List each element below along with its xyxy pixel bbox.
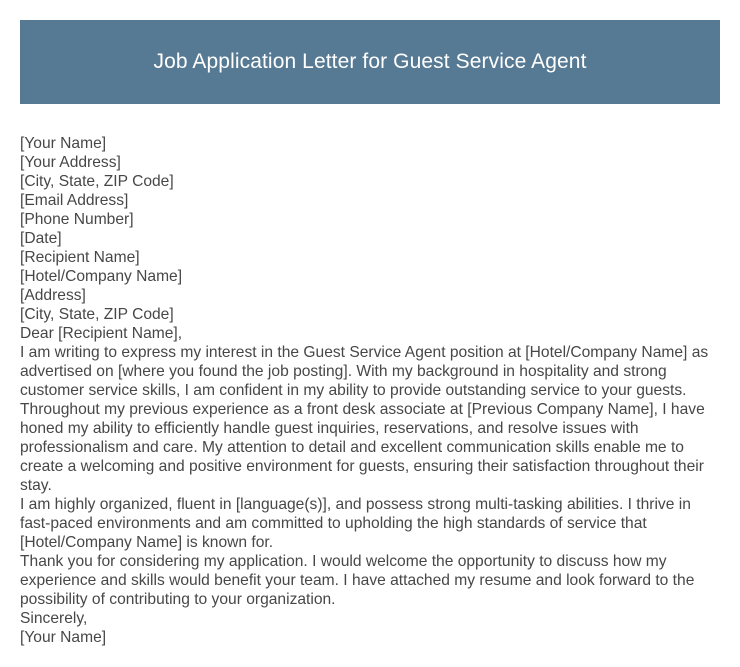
recipient-name: [Recipient Name]	[20, 249, 140, 266]
recipient-block	[20, 248, 720, 324]
sender-city-state-zip: [City, State, ZIP Code]	[20, 173, 174, 190]
recipient-city-state-zip: [City, State, ZIP Code]	[20, 306, 174, 323]
sender-phone: [Phone Number]	[20, 211, 134, 228]
body-paragraph: Thank you for considering my application. I would welcome the opportunity to discuss how my experience and skills would benefit your team. I have attached my resume and look forward to the possibility of contributing to your organization.	[20, 553, 695, 608]
title-banner	[20, 20, 720, 104]
salutation: Dear [Recipient Name],	[20, 325, 183, 342]
body-paragraph: I am writing to express my interest in the Guest Service Agent position at [Hotel/Company Name] as advertised on [where you found the job posting]. With my background in hospitality and strong customer service skills, I am confident in my ability to provide outstanding service to your guests. Throughout my previous experience as a front desk associate at [Previous Company Name], I have honed my ability to efficiently handle guest inquiries, reservations, and resolve issues with professionalism and care. My attention to detail and excellent communication skills enable me to create a welcoming and positive environment for guests, ensuring their satisfaction throughout their stay.	[20, 344, 709, 494]
sender-block	[20, 134, 720, 248]
page-title: Job Application Letter for Guest Service Agent	[153, 50, 587, 73]
sender-name: [Your Name]	[20, 135, 107, 152]
body-paragraph: I am highly organized, fluent in [language(s)], and possess strong multi-tasking abilities. I thrive in fast-paced environments and am committed to upholding the high standards of service that [Hotel/Company Name] is known for.	[20, 496, 691, 551]
letter-body	[20, 134, 720, 647]
sender-address: [Your Address]	[20, 154, 121, 171]
sender-email: [Email Address]	[20, 192, 129, 209]
closing: Sincerely,	[20, 610, 88, 627]
letter-date: [Date]	[20, 230, 62, 247]
recipient-company: [Hotel/Company Name]	[20, 268, 183, 285]
recipient-address: [Address]	[20, 287, 86, 304]
signature: [Your Name]	[20, 629, 107, 646]
